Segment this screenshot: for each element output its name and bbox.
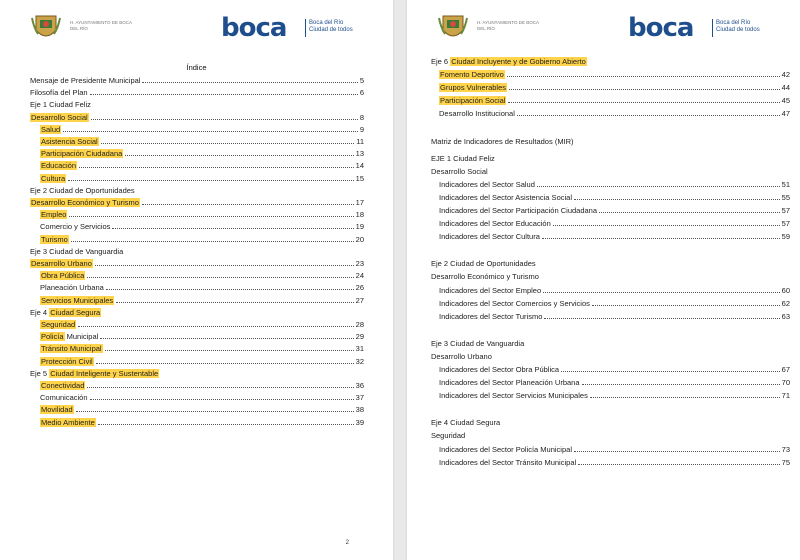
dot-leader	[561, 371, 780, 372]
toc-entry-text: Indicadores del Sector Asistencia Social	[439, 192, 572, 202]
toc-page-number: 11	[356, 137, 364, 146]
toc-page-number: 44	[781, 83, 790, 93]
toc-entry[interactable]	[40, 403, 364, 415]
toc-heading[interactable]	[431, 152, 790, 164]
dot-leader	[76, 411, 354, 412]
toc-page-number: 17	[355, 198, 364, 207]
toc-entry-text: Tránsito Municipal	[41, 344, 102, 354]
toc-entry[interactable]	[40, 123, 364, 135]
toc-heading[interactable]	[431, 55, 790, 67]
toc-heading[interactable]	[431, 257, 790, 269]
toc-entry[interactable]	[40, 147, 364, 159]
dot-leader	[100, 338, 353, 339]
toc-heading[interactable]	[30, 306, 364, 318]
toc-page-number: 42	[781, 70, 790, 80]
toc-entry-label	[439, 82, 507, 93]
dot-leader	[574, 451, 780, 452]
boca-logo-word: boca	[221, 13, 287, 43]
toc-entry[interactable]	[40, 355, 364, 367]
toc-entry-text: Turismo	[41, 234, 68, 244]
toc-entry-label	[40, 282, 104, 293]
toc-entry-label	[439, 444, 572, 455]
toc-entry-text: Comercio y Servicios	[40, 222, 111, 232]
toc-entry[interactable]	[30, 74, 364, 86]
boca-logo-word: boca	[628, 13, 694, 43]
municipality-name: H. AYUNTAMIENTO DE BOCA DEL RÍO	[477, 20, 539, 31]
toc-entry-label	[431, 153, 495, 164]
toc-entry-prefix: Eje 6	[431, 57, 451, 66]
toc-entry-text: Obra Pública	[41, 271, 85, 281]
dot-leader	[105, 350, 354, 351]
toc-entry-text: Ciudad Inteligente y Sustentable	[50, 368, 159, 378]
toc-entry[interactable]	[439, 230, 790, 242]
dot-leader	[90, 94, 358, 95]
toc-entry-text: Planeación Urbana	[40, 283, 104, 293]
toc-entry-text: Matriz de Indicadores de Resultados (MIR)	[431, 136, 574, 146]
toc-page-number: 5	[359, 76, 364, 85]
toc-heading[interactable]	[30, 98, 364, 110]
toc-entry[interactable]	[40, 269, 364, 281]
dot-leader	[543, 292, 780, 293]
toc-entry-prefix: Eje 4	[30, 307, 50, 317]
toc-page-number: 47	[781, 109, 790, 119]
toc-entry-label	[431, 430, 465, 441]
dot-leader	[142, 204, 354, 205]
toc-entry-text: Desarrollo Institucional	[439, 109, 515, 119]
toc-entry[interactable]	[40, 172, 364, 184]
dot-leader	[79, 167, 354, 168]
logo-tagline-1: Boca del Río	[309, 20, 344, 26]
toc-page-number: 38	[355, 405, 364, 415]
toc-entry-text: Cultura	[41, 173, 66, 183]
toc-entry[interactable]	[439, 363, 790, 375]
dot-leader	[582, 384, 780, 385]
toc-entry-text: Indicadores del Sector Educación	[439, 219, 551, 229]
toc-entry-label	[30, 87, 88, 98]
toc-entry-text: Indicadores del Sector Servicios Municipales	[439, 391, 588, 401]
toc-entry[interactable]	[40, 281, 364, 293]
toc-page-number: 60	[781, 285, 790, 295]
toc-entry-label	[431, 338, 524, 349]
toc-entry[interactable]	[30, 86, 364, 98]
toc-entry-text: Eje 3 Ciudad de Vanguardia	[431, 338, 525, 348]
toc-entry-text: Policía	[41, 332, 64, 342]
toc-page-number: 51	[781, 179, 790, 189]
toc-entry-text: Indicadores del Sector Tránsito Municipal	[439, 457, 577, 467]
toc-entry-label	[40, 234, 69, 245]
toc-entry[interactable]	[40, 318, 364, 330]
dot-leader	[553, 225, 780, 226]
toc-entry-text: Eje 2 Ciudad de Oportunidades	[431, 259, 536, 269]
toc-entry-text: Desarrollo Social	[31, 112, 88, 122]
dot-leader	[101, 143, 355, 144]
toc-entry-text: Conectividad	[41, 381, 85, 390]
toc-entry-text: Participación Social	[440, 96, 506, 106]
toc-page-number: 13	[355, 149, 364, 159]
toc-page-number: 45	[781, 96, 790, 106]
toc-entry[interactable]	[30, 257, 364, 269]
toc-entry-label	[40, 270, 85, 281]
toc-entry-label	[40, 356, 94, 367]
document-page-right	[407, 0, 800, 560]
toc-entry[interactable]	[40, 208, 364, 220]
toc-entry[interactable]	[40, 233, 364, 245]
toc-entry-text: Empleo	[41, 210, 67, 220]
page-header	[0, 6, 393, 46]
toc-entry-text: Eje 4 Ciudad Segura	[431, 418, 501, 428]
toc-entry-text: Indicadores del Sector Salud	[439, 179, 535, 189]
toc-entry[interactable]	[40, 379, 364, 391]
toc-entry[interactable]	[439, 310, 790, 322]
toc-page-number: 6	[359, 88, 364, 98]
toc-page-number: 62	[781, 298, 790, 308]
toc-entry-text: Seguridad	[41, 320, 76, 329]
dot-leader	[112, 228, 353, 229]
toc-entry[interactable]	[40, 135, 364, 147]
dot-leader	[574, 199, 780, 200]
logo-tagline-2: Ciudad de todos	[309, 27, 353, 33]
municipal-crest-icon	[437, 12, 469, 42]
toc-entry-prefix: Eje 5	[30, 368, 50, 378]
dot-leader	[142, 82, 357, 83]
toc-entry-text: Grupos Vulnerables	[440, 83, 507, 93]
toc-heading[interactable]	[431, 337, 790, 349]
toc-entry-text: Eje 1 Ciudad Feliz	[30, 100, 91, 110]
toc-entry-text: Indicadores del Sector Comercios y Servicios	[439, 298, 590, 308]
toc-heading[interactable]	[431, 350, 790, 362]
toc-page-number: 29	[355, 332, 364, 342]
toc-entry[interactable]	[439, 456, 790, 468]
toc-entry-label	[439, 231, 540, 242]
toc-entry-label	[30, 258, 93, 269]
toc-entry-label	[30, 246, 123, 257]
toc-page-number: 59	[781, 232, 790, 242]
toc-entry[interactable]	[439, 94, 790, 106]
dot-leader	[542, 238, 780, 239]
toc-entry-label	[40, 221, 110, 232]
toc-page-number: 14	[355, 161, 364, 171]
dot-leader	[63, 131, 358, 132]
logo-tagline-1: Boca del Río	[716, 20, 751, 26]
toc-entry-text: Movilidad	[41, 405, 73, 415]
toc-entry-label	[439, 390, 588, 401]
toc-entry-text: Asistencia Social	[41, 137, 98, 146]
toc-entry-label	[40, 392, 88, 403]
toc-entry[interactable]	[439, 81, 790, 93]
toc-entry-label	[439, 108, 515, 119]
toc-entry-label	[30, 112, 89, 123]
toc-entry[interactable]	[439, 68, 790, 80]
toc-entry-label	[40, 148, 123, 159]
toc-entry-text: Indicadores del Sector Obra Pública	[439, 365, 560, 374]
toc-entry-text: Ciudad Segura	[50, 307, 101, 317]
toc-entry-text: Indicadores del Sector Policía Municipal	[439, 444, 572, 454]
toc-entry[interactable]	[40, 294, 364, 306]
boca-logo	[628, 14, 778, 42]
dot-leader	[78, 326, 353, 327]
toc-heading[interactable]	[431, 135, 790, 147]
toc-page-number: 24	[355, 271, 364, 281]
toc-page-number: 39	[355, 417, 364, 427]
dot-leader	[592, 305, 780, 306]
page-number: 2	[345, 540, 349, 546]
toc-entry-label	[431, 417, 500, 428]
toc-entry-label	[439, 377, 580, 388]
toc-entry-label	[439, 364, 559, 375]
toc-entry-text: Medio Ambiente	[41, 417, 95, 427]
toc-entry-text: Participación Ciudadana	[41, 149, 123, 159]
toc-entry-label	[40, 160, 77, 171]
toc-entry[interactable]	[439, 107, 790, 119]
dot-leader	[91, 119, 358, 120]
toc-page-number: 28	[355, 320, 364, 329]
toc-entry[interactable]	[439, 217, 790, 229]
toc-entry-text: Desarrollo Económico y Turismo	[31, 198, 139, 207]
dot-leader	[517, 115, 780, 116]
toc-page-number: 32	[355, 356, 364, 366]
toc-entry-suffix: Municipal	[64, 332, 99, 342]
dot-leader	[106, 289, 354, 290]
toc-page-number: 19	[355, 222, 364, 232]
toc-entry-text: Seguridad	[431, 431, 466, 441]
document-page-left	[0, 0, 393, 560]
toc-entry[interactable]	[439, 376, 790, 388]
dot-leader	[544, 318, 779, 319]
dot-leader	[599, 212, 780, 213]
toc-entry-label	[40, 295, 114, 306]
toc-entry-text: Desarrollo Urbano	[431, 351, 492, 361]
toc-heading[interactable]	[30, 184, 364, 196]
toc-entry-label	[30, 185, 135, 196]
toc-heading[interactable]	[431, 270, 790, 282]
toc-entry-label	[40, 343, 103, 354]
dot-leader	[537, 186, 780, 187]
toc-entry-text: Protección Civil	[41, 356, 93, 366]
toc-entry-label	[40, 331, 98, 342]
toc-entry[interactable]	[439, 191, 790, 203]
toc-entry[interactable]	[40, 391, 364, 403]
dot-leader	[71, 241, 354, 242]
toc-entry[interactable]	[439, 443, 790, 455]
toc-entry-label	[431, 258, 536, 269]
toc-entry-text: Indicadores del Sector Turismo	[439, 311, 543, 321]
toc-page-number: 31	[355, 344, 364, 354]
dot-leader	[508, 102, 779, 103]
dot-leader	[507, 76, 780, 77]
toc-entry-label	[40, 404, 74, 415]
toc-heading[interactable]	[431, 416, 790, 428]
toc-heading[interactable]	[30, 245, 364, 257]
toc-page-number: 18	[355, 210, 364, 220]
toc-entry-text: Desarrollo Urbano	[31, 259, 92, 268]
logo-tagline-2: Ciudad de todos	[716, 27, 760, 33]
toc-entry-text: Ciudad Incluyente y de Gobierno Abierto	[451, 57, 586, 66]
toc-page-number: 57	[781, 219, 790, 229]
toc-entry[interactable]	[30, 196, 364, 208]
toc-entry-label	[439, 95, 506, 106]
toc-page-number: 63	[781, 311, 790, 321]
toc-entry-label	[439, 457, 576, 468]
dot-leader	[95, 265, 354, 266]
toc-entry[interactable]	[40, 159, 364, 171]
toc-entry-text: EJE 1 Ciudad Feliz	[431, 153, 495, 163]
toc-entry-label	[431, 351, 492, 362]
toc-heading[interactable]	[30, 367, 364, 379]
toc-entry[interactable]	[40, 220, 364, 232]
municipal-crest-icon	[30, 12, 62, 42]
toc-entry-label	[439, 218, 551, 229]
toc-page-number: 57	[781, 206, 790, 215]
dot-leader	[87, 277, 353, 278]
toc-entry-text: Indicadores del Sector Empleo	[439, 285, 542, 295]
toc-entry-text: Comunicación	[40, 393, 88, 403]
toc-entry-text: Filosofía del Plan	[30, 88, 88, 98]
toc-entry[interactable]	[439, 284, 790, 296]
toc-entry-label	[439, 179, 535, 190]
toc-entry-label	[431, 271, 539, 282]
toc-entry-text: Educación	[41, 161, 77, 171]
toc-entry-label	[439, 311, 542, 322]
toc-entry-text: Eje 2 Ciudad de Oportunidades	[30, 185, 135, 195]
toc-entry-label	[40, 124, 61, 135]
toc-page-number: 20	[355, 234, 364, 244]
toc-entry-label	[40, 209, 67, 220]
toc-entry-label	[439, 69, 505, 80]
dot-leader	[87, 387, 353, 388]
dot-leader	[590, 397, 780, 398]
dot-leader	[90, 399, 354, 400]
toc-entry-text: Desarrollo Social	[431, 166, 488, 176]
page-header	[407, 6, 800, 46]
toc-entry-text: Eje 3 Ciudad de Vanguardia	[30, 246, 124, 256]
toc-page-number: 75	[781, 457, 790, 467]
toc-page-number: 67	[781, 365, 790, 374]
toc-page-number: 36	[355, 381, 364, 390]
toc-entry[interactable]	[40, 416, 364, 428]
toc-entry[interactable]	[40, 342, 364, 354]
toc-entry-label	[30, 99, 91, 110]
boca-logo	[221, 14, 371, 42]
toc-entry-label	[30, 307, 101, 318]
toc-heading[interactable]	[431, 165, 790, 177]
toc-entry-label	[30, 75, 140, 86]
toc-entry[interactable]	[439, 178, 790, 190]
toc-entry-label	[439, 192, 572, 203]
toc-entry-label	[30, 368, 159, 379]
toc-entry-text: Indicadores del Sector Planeación Urbana	[439, 378, 580, 388]
dot-leader	[116, 302, 354, 303]
toc-page-number: 9	[359, 124, 364, 134]
toc-entry-text: Indicadores del Sector Cultura	[439, 232, 540, 242]
toc-page-number: 73	[781, 444, 790, 454]
toc-entry-text: Servicios Municipales	[41, 295, 114, 305]
toc-page-number: 55	[781, 192, 790, 202]
index-title: Índice	[186, 63, 207, 72]
toc-page-number: 70	[781, 378, 790, 388]
toc-entry-text: Mensaje de Presidente Municipal	[30, 76, 141, 85]
toc-entry[interactable]	[40, 330, 364, 342]
toc-entry-label	[30, 197, 140, 208]
toc-entry-label	[40, 380, 85, 391]
toc-entry-label	[439, 205, 597, 216]
toc-page-number: 15	[355, 173, 364, 183]
dot-leader	[69, 216, 353, 217]
toc-entry-text: Desarrollo Económico y Turismo	[431, 272, 539, 282]
toc-entry[interactable]	[439, 389, 790, 401]
toc-entry-label	[40, 136, 99, 147]
toc-entry-label	[431, 166, 488, 177]
dot-leader	[509, 89, 780, 90]
dot-leader	[125, 155, 353, 156]
toc-page-number: 37	[355, 393, 364, 403]
toc-entry-label	[439, 285, 541, 296]
toc-entry-label	[431, 56, 587, 67]
dot-leader	[98, 424, 354, 425]
toc-entry-text: Fomento Deportivo	[440, 70, 504, 80]
toc-entry-label	[431, 136, 574, 147]
toc-entry[interactable]	[439, 204, 790, 216]
dot-leader	[68, 180, 353, 181]
dot-leader	[578, 464, 780, 465]
toc-page-number: 23	[355, 259, 364, 268]
toc-page-number: 8	[359, 112, 364, 122]
toc-entry-label	[40, 417, 96, 428]
toc-entry-label	[40, 173, 66, 184]
toc-entry-text: Salud	[41, 124, 61, 134]
dot-leader	[96, 363, 354, 364]
toc-page-number: 27	[355, 295, 364, 305]
toc-page-number: 71	[781, 391, 790, 401]
municipality-name: H. AYUNTAMIENTO DE BOCA DEL RÍO	[70, 20, 132, 31]
toc-page-number: 26	[355, 283, 364, 293]
toc-entry[interactable]	[439, 297, 790, 309]
toc-entry-label	[439, 298, 590, 309]
toc-entry[interactable]	[30, 111, 364, 123]
toc-entry-label	[40, 319, 76, 330]
toc-entry-text: Indicadores del Sector Participación Ciudadana	[439, 206, 598, 215]
toc-heading[interactable]	[431, 429, 790, 441]
